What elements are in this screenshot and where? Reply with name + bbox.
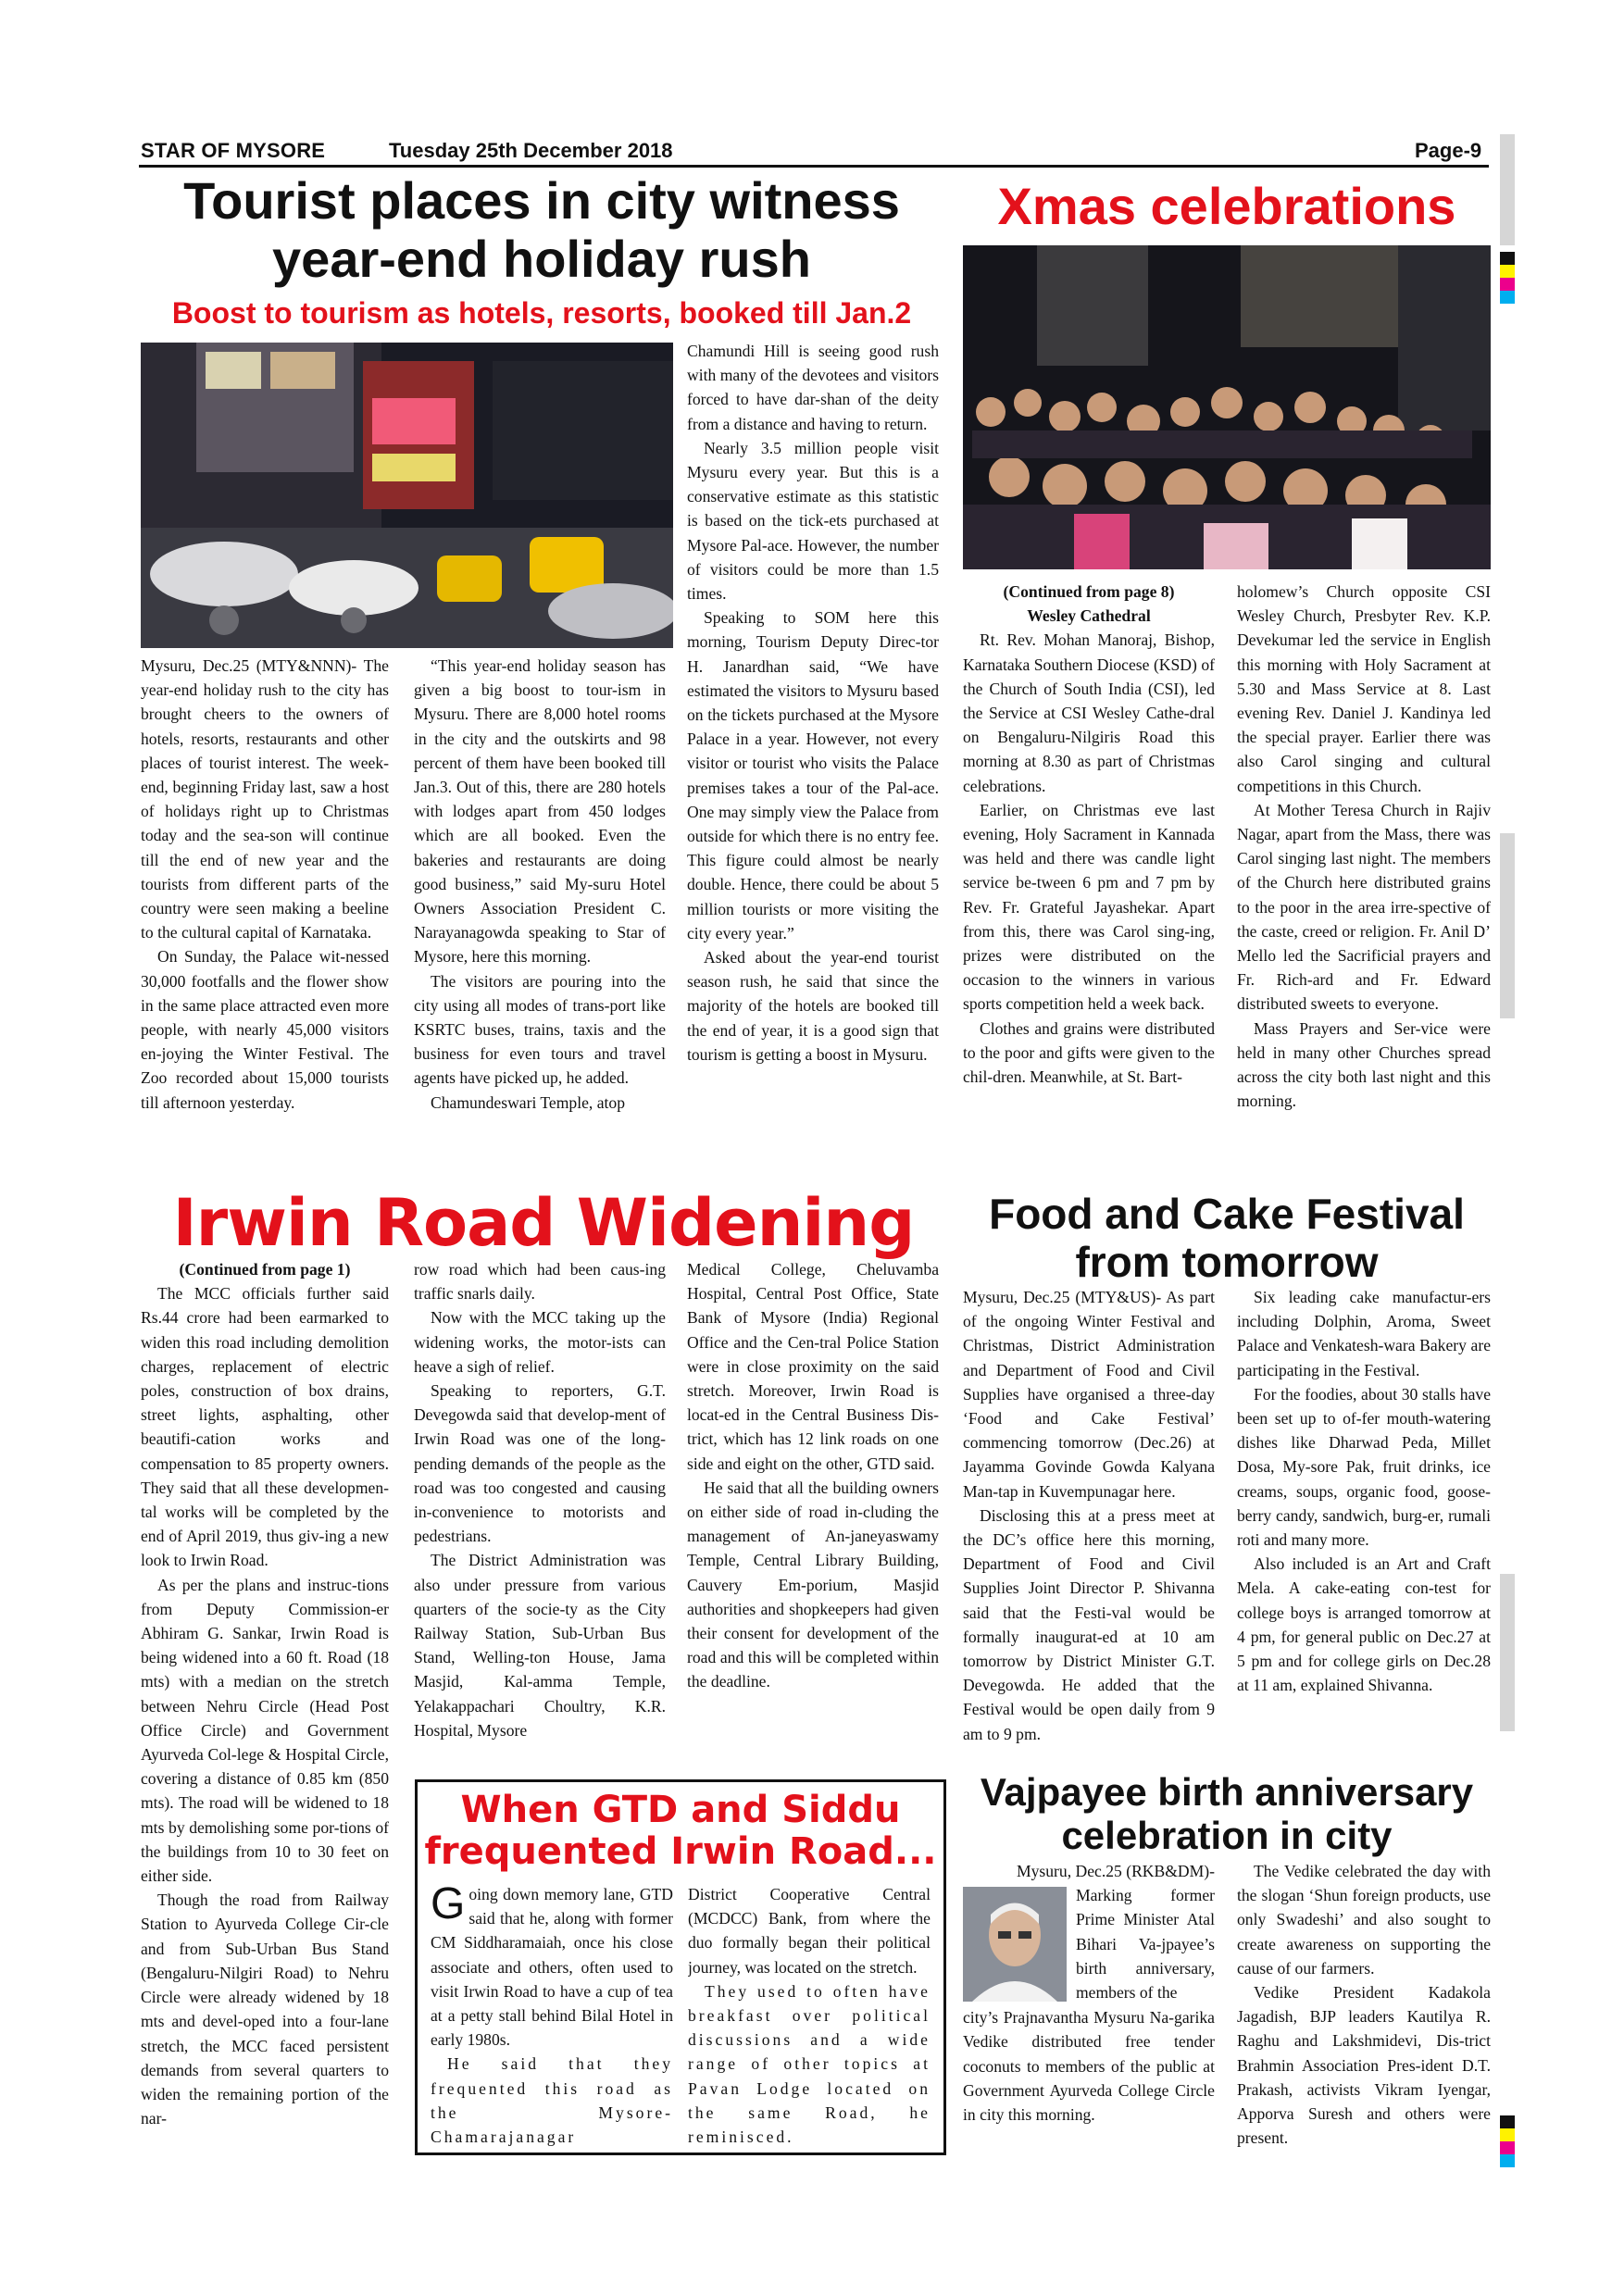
paragraph: Chamundi Hill is seeing good rush with many of the devotees and visitors forced to have dar-shan of the deity from a distance and having to return. [687, 342, 939, 433]
registration-marks [1500, 252, 1515, 304]
crowd-night-photo-art [963, 245, 1491, 569]
header-rule [139, 165, 1489, 168]
vajpayee-headline [963, 1770, 1491, 1857]
food-column-1 [963, 1285, 1215, 1776]
paragraph: Marking former Prime Minister Atal Bihari Va-jpayee’s birth anniversary, members of the [1076, 1886, 1215, 2003]
margin-bar [1500, 833, 1515, 1018]
paragraph: The Vedike celebrated the day with the slogan ‘Shun foreign products, use only Swadeshi’ and also sought to create awareness on supporting the cause of our farmers. [1237, 1862, 1491, 1978]
paragraph: Disclosing this at a press meet at the DC’s office here this morning, Department of Food and Civil Supplies Joint Director P. Shivanna said that the Festi-val would be formally inaugurat-ed at 10 am tomorrow by District Minister G.T. Devegowda. He added that the Festival would be open daily from 9 am to 9 pm. [963, 1505, 1215, 1743]
paragraph: The visitors are pouring into the city using all modes of trans-port like KSRTC buses, trains, taxis and the business for even tours and travel agents have picked up, he added. [414, 971, 666, 1088]
subheading: Wesley Cathedral [1027, 606, 1151, 626]
crowd-night-photo [963, 245, 1491, 569]
paragraph: As per the plans and instruc-tions from Deputy Commission-er Abhiram G. Sankar, Irwin Road is being widened into a 60 ft. Road (18 mts) with a median on the stretch between Nehru Circle (Head Post Office Circle) and Government Ayurveda Col-lege & Hospital Circle, covering a distance of 0.85 km (850 mts). The road will be widened to 18 mts by demolishing some por-tions of the buildings from 10 to 30 feet on either side. [141, 1575, 389, 1886]
paragraph: Medical College, Cheluvamba Hospital, Central Post Office, State Bank of Mysore (India) Regional Office and the Cen-tral Police Station were in close proximity on the said stretch. Moreover, Irwin Road is locat-ed in the Central Business Dis-trict, which has 12 link roads on one side and eight on the other, GTD said. [687, 1260, 939, 1473]
paragraph: Speaking to SOM here this morning, Tourism Deputy Direc-tor H. Janardhan said, “We have estimated the visitors to Mysuru based on the tickets purchased at the Mysore Palace in a year. However, not every visitor or tourist who visits the Palace premises takes a tour of the Pal-ace. One may simply view the Palace from outside for which there is no entry fee. This figure could almost be nearly double. Hence, there could be about 5 million tourists or more visiting the city every year.” [687, 608, 939, 942]
page-number: Page-9 [1415, 139, 1482, 162]
tourism-headline-line2: year-end holiday rush [272, 229, 811, 288]
paragraph: holomew’s Church opposite CSI Wesley Church, Presbyter Rev. K.P. Devekumar led the service in English this morning with Holy Sacrament at 5.30 and Mass Service at 8. Last evening Rev. Daniel J. Kandinya led the special prayer. Earlier there was also Carol singing and cultural competitions in this Church. [1237, 582, 1491, 795]
vajpayee-column-2 [1237, 1859, 1491, 2192]
paragraph: The MCC officials further said Rs.44 crore had been earmarked to widen this road including demolition charges, replacement of electric poles, construction of box drains, street lights, asphalting, other beautifi-cation works and compensation to 85 property owners. They said that all these developmen-tal works will be completed by the end of April 2019, thus giv-ing a new look to Irwin Road. [141, 1284, 389, 1570]
continued-note: (Continued from page 8) [1003, 582, 1175, 601]
paragraph: For the foodies, about 30 stalls have been set up to of-fer mouth-watering dishes like Dharwad Peda, Millet Dosa, My-sore Pak, fruit drinks, ice creams, soups, organic food, goose-berry candy, sandwich, burg-er, rumali roti and many more. [1237, 1384, 1491, 1550]
gtd-headline-line2: frequented Irwin Road... [424, 1829, 937, 1873]
paragraph: Vedike President Kadakola Jagadish, BJP leaders Kautilya R. Raghu and Lakshmidevi, Dis-trict Brahmin Association Pres-ident D.T. Prakash, activists Vikram Iyengar, Apporva Suresh and others were present. [1237, 1983, 1491, 2148]
paragraph: city’s Prajnavantha Mysuru Na-garika Vedike distributed free tender coconuts to members of the public at Government Ayurveda College Circle in city this morning. [963, 2008, 1215, 2125]
xmas-headline: Xmas celebrations [997, 177, 1456, 235]
margin-bar [1500, 134, 1515, 245]
margin-bar [1500, 1574, 1515, 1731]
gtd-headline-line1: When GTD and Siddu [460, 1789, 901, 1831]
issue-date: Tuesday 25th December 2018 [389, 139, 673, 162]
paragraph: At Mother Teresa Church in Rajiv Nagar, apart from the Mass, there was Carol singing last night. The members of the Church here distributed grains to the poor in the area irre-spective of the caste, creed or religion. Fr. Anil D’ Mello led the Sacrificial prayers and Fr. Rich-ard and Fr. Edward distributed sweets to everyone. [1237, 800, 1491, 1014]
tourism-headline [139, 172, 944, 288]
tourism-subhead: Boost to tourism as hotels, resorts, booked till Jan.2 [171, 296, 912, 330]
irwin-headline: Irwin Road Widening [172, 1185, 915, 1261]
tourism-column-3 [687, 339, 939, 1191]
street-traffic-photo-art [141, 343, 673, 648]
paragraph: Earlier, on Christmas eve last evening, Holy Sacrament in Kannada was held and there was candle light service be-tween 6 pm and 7 pm by Rev. Fr. Grateful Jayashekar. Apart from this, there was Carol sing-ing, prizes were distributed on the occasion to the winners in various sports competition held a week back. [963, 800, 1215, 1014]
gtd-column-1 [431, 1882, 673, 2146]
portrait-photo-art [963, 1887, 1067, 2002]
paragraph: Speaking to reporters, G.T. Devegowda said that develop-ment of Irwin Road was one of the long-pending demands of the people as the road was too congested and causing in-convenience to motorists and pedestrians. [414, 1381, 666, 1546]
paragraph: Rt. Rev. Mohan Manoraj, Bishop, Karnataka Southern Diocese (KSD) of the Church of South India (CSI), led the Service at CSI Wesley Cathe-dral on Bengaluru-Nilgiris Road this morning at 8.30 as part of Christmas celebrations. [963, 630, 1215, 795]
paragraph: Clothes and grains were distributed to the poor and gifts were given to the chil-dren. Meanwhile, at St. Bart- [963, 1018, 1215, 1087]
paragraph: Chamundeswari Temple, atop [431, 1092, 626, 1112]
food-column-2 [1237, 1285, 1491, 1776]
xmas-column-2 [1237, 580, 1491, 1191]
street-traffic-photo [141, 343, 673, 648]
tourism-column-2 [414, 654, 666, 1191]
paragraph: On Sunday, the Palace wit-nessed 30,000 footfalls and the flower show in the same place attracted even more people, with nearly 45,000 visitors en-joying the Winter Festival. The Zoo recorded about 15,000 tourists till afternoon yesterday. [141, 947, 389, 1112]
paragraph: Asked about the year-end tourist season rush, he said that since the majority of the hotels are booked till the end of year, it is a good sign that tourism is getting a boost in Mysuru. [687, 948, 939, 1064]
paragraph: He said that they frequented this road as the Mysore-Chamarajanagar [431, 2054, 673, 2146]
paragraph: Six leading cake manufactur-ers including Dolphin, Aroma, Sweet Palace and Venkatesh-wara Bakery are participating in the Festival. [1237, 1288, 1491, 1379]
vajpayee-headline-line1: Vajpayee birth anniversary [980, 1770, 1474, 1814]
paragraph: He said that all the building owners on either side of road in-cluding the management of An-janeyaswamy Temple, Central Library Building, Cauvery Em-porium, Masjid authorities and shopkeepers had given their consent for development of the road and this will be completed within the deadline. [687, 1478, 939, 1691]
paragraph: Mysuru, Dec.25 (MTY&NNN)- The year-end holiday rush to the city has brought cheers to the owners of hotels, resorts, restaurants and other places of tourist interest. The week-end, beginning Friday last, saw a host of holidays right up to Christmas today and the sea-son will continue till the end of new year and the tourists from different parts of the country were seen making a beeline to the cultural capital of Karnataka. [141, 656, 389, 942]
paragraph: Now with the MCC taking up the widening works, the motor-ists can heave a sigh of relief. [414, 1308, 666, 1376]
paragraph: The District Administration was also under pressure from various quarters of the socie-ty as the City Railway Station, Sub-Urban Bus Stand, Welling-ton House, Jama Masjid, Kal-amma Temple, Yelakappachari Choultry, K.R. Hospital, Mysore [414, 1551, 666, 1740]
tourism-column-1 [141, 654, 389, 1191]
portrait-photo [963, 1887, 1067, 2002]
irwin-column-2 [414, 1257, 666, 1776]
food-headline-line2: from tomorrow [1075, 1237, 1379, 1286]
paragraph: They used to often have breakfast over political discussions and a wide range of other topics at Pavan Lodge located on the same Road, he reminisced. [688, 1981, 931, 2146]
vajpayee-headline-line2: celebration in city [1061, 1814, 1393, 1858]
irwin-column-3 [687, 1257, 939, 1776]
food-headline [963, 1191, 1491, 1286]
dateline: Mysuru, Dec.25 (RKB&DM)- [1016, 1862, 1215, 1880]
gtd-column-2 [688, 1882, 931, 2146]
paragraph: Mysuru, Dec.25 (MTY&US)- As part of the ongoing Winter Festival and Christmas, District Administration and Department of Food and Civil Supplies have organised a three-day ‘Food and Cake Festival’ commencing tomorrow (Dec.26) at Jayamma Govinde Gowda Kalyana Man-tap in Kuvempunagar here. [963, 1288, 1215, 1501]
tourism-headline-line1: Tourist places in city witness [183, 171, 900, 230]
paragraph: Mass Prayers and Ser-vice were held in many other Churches spread across the city both last night and this morning. [1237, 1018, 1491, 1111]
xmas-column-1 [963, 580, 1215, 1191]
vajpayee-column-1 [963, 1859, 1215, 2192]
paragraph: District Cooperative Central (MCDCC) Bank, from where the duo formally began their political journey, was located on the stretch. [688, 1885, 931, 1977]
registration-marks [1500, 2115, 1515, 2167]
paragraph: Nearly 3.5 million people visit Mysuru every year. But this is a conservative estimate as this statistic is based on the tick-ets purchased at Mysore Pal-ace. However, the number of visitors could be more than 1.5 times. [687, 438, 939, 604]
gtd-headline [418, 1790, 943, 1873]
continued-note: (Continued from page 1) [179, 1260, 351, 1279]
paragraph: Also included is an Art and Craft Mela. A cake-eating con-test for college boys is arranged tomorrow at 4 pm, for general public on Dec.27 at 5 pm and for college girls on Dec.28 at 11 am, explained Shivanna. [1237, 1554, 1491, 1695]
paper-name: STAR OF MYSORE [141, 139, 326, 162]
irwin-column-1 [141, 1257, 389, 2183]
paragraph: Though the road from Railway Station to Ayurveda College Cir-cle and from Sub-Urban Bus Stand (Bengaluru-Nilgiri Road) to Nehru Circle were already widened by 18 mts and devel-oped into a four-lane stretch, the MCC faced persistent demands from several quarters to widen the remaining portion of the nar- [141, 1890, 389, 2128]
food-headline-line1: Food and Cake Festival [989, 1190, 1465, 1238]
paragraph: oing down memory lane, GTD said that he, along with former CM Siddharamaiah, once his close associate and others, often used to visit Irwin Road to have a cup of tea at a petty stall behind Bilal Hotel in early 1980s. [431, 1885, 673, 2050]
paragraph: row road which had been caus-ing traffic snarls daily. [414, 1260, 666, 1304]
gtd-box [415, 1779, 946, 2155]
drop-cap: G [431, 1882, 466, 1928]
paragraph: “This year-end holiday season has given a big boost to tour-ism in Mysuru. There are 8,000 hotel rooms in the city and the outskirts and 98 percent of them have been booked till Jan.3. Out of this, there are 280 hotels with lodges apart from 450 lodges which are all booked. Even the bakeries and restaurants are doing good business,” said My-suru Hotel Owners Association President C. Narayanagowda speaking to Star of Mysore, here this morning. [414, 656, 666, 967]
